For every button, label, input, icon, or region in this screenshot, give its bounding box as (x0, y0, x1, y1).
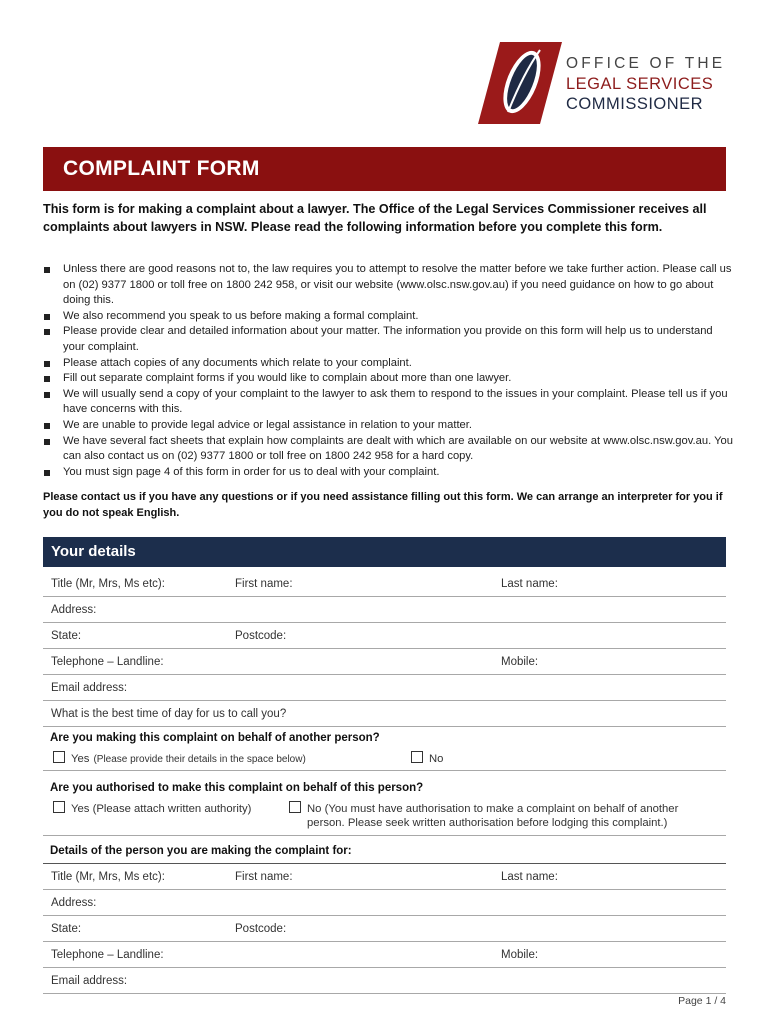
form-title: COMPLAINT FORM (63, 157, 260, 180)
authorised-yes-option[interactable]: Yes (Please attach written authority) (53, 801, 251, 815)
state-field-label: State: (51, 630, 82, 642)
email-row[interactable] (43, 968, 726, 994)
behalf-yes-option[interactable]: Yes (Please provide their details in the space below) (53, 751, 306, 765)
list-item: We will usually send a copy of your complaint to the lawyer to ask them to respond to the issues in your complaint. Please tell us if you have concerns with this. (43, 387, 733, 418)
title-field-label: Title (Mr, Mrs, Ms etc): (51, 578, 165, 590)
name-row[interactable] (43, 571, 726, 597)
name-row[interactable] (43, 864, 726, 890)
olsc-logo-mark-icon (478, 42, 562, 124)
mobile-field-label: Mobile: (501, 656, 539, 668)
phone-row[interactable] (43, 649, 726, 675)
list-item: You must sign page 4 of this form in order for us to deal with your complaint. (43, 465, 733, 481)
checkbox[interactable] (53, 751, 65, 763)
logo-line-3: COMMISSIONER (566, 95, 704, 113)
bullet-icon (44, 329, 50, 335)
logo-line-2: LEGAL SERVICES (566, 75, 714, 93)
phone-row[interactable] (43, 942, 726, 968)
authorised-question: Are you authorised to make this complaint on behalf of this person? (50, 782, 424, 794)
postcode-field-label: Postcode: (235, 923, 287, 935)
divider (43, 770, 726, 771)
mobile-field-label: Mobile: (501, 949, 539, 961)
bullet-icon (44, 470, 50, 476)
bullet-icon (44, 423, 50, 429)
other-person-fields (43, 864, 726, 994)
title-field-label: Title (Mr, Mrs, Ms etc): (51, 871, 165, 883)
email-field-label: Email address: (51, 975, 128, 987)
authorised-no-option[interactable]: No (You must have authorisation to make a complaint on behalf of another person. Please seek written authorisation before lodging this complaint.) (289, 801, 678, 830)
email-row[interactable] (43, 675, 726, 701)
checkbox[interactable] (289, 801, 301, 813)
first-name-field-label: First name: (235, 578, 293, 590)
logo-line-1: OFFICE OF THE (566, 55, 726, 72)
checkbox[interactable] (53, 801, 65, 813)
bullet-icon (44, 314, 50, 320)
best-time-field-label: What is the best time of day for us to call you? (51, 708, 287, 720)
postcode-field-label: Postcode: (235, 630, 287, 642)
behalf-no-option[interactable]: No (411, 751, 443, 765)
state-row[interactable] (43, 916, 726, 942)
address-row[interactable] (43, 890, 726, 916)
last-name-field-label: Last name: (501, 871, 558, 883)
bullet-icon (44, 267, 50, 273)
list-item: Please attach copies of any documents which relate to your complaint. (43, 356, 733, 372)
last-name-field-label: Last name: (501, 578, 558, 590)
bullet-icon (44, 376, 50, 382)
list-item: We also recommend you speak to us before making a formal complaint. (43, 309, 733, 325)
list-item: We have several fact sheets that explain how complaints are dealt with which are available on our website at www.olsc.nsw.gov.au. You can also contact us on (02) 9377 1800 or toll free on 1800 242 958 for a hard copy. (43, 434, 733, 465)
list-item: We are unable to provide legal advice or legal assistance in relation to your matter. (43, 418, 733, 434)
behalf-question: Are you making this complaint on behalf of another person? (50, 732, 380, 744)
other-person-heading: Details of the person you are making the complaint for: (50, 845, 352, 857)
address-field-label: Address: (51, 604, 97, 616)
address-field-label: Address: (51, 897, 97, 909)
best-time-row[interactable] (43, 701, 726, 727)
landline-field-label: Telephone – Landline: (51, 656, 164, 668)
your-details-fields (43, 571, 726, 727)
first-name-field-label: First name: (235, 871, 293, 883)
information-list (43, 262, 733, 480)
bullet-icon (44, 439, 50, 445)
olsc-logo (478, 42, 738, 124)
bullet-icon (44, 361, 50, 367)
list-item: Fill out separate complaint forms if you would like to complain about more than one lawyer. (43, 371, 733, 387)
email-field-label: Email address: (51, 682, 128, 694)
contact-note: Please contact us if you have any questions or if you need assistance filling out this form. We can arrange an interpreter for you if you do not speak English. (43, 491, 723, 519)
logo-text (566, 54, 725, 114)
state-field-label: State: (51, 923, 82, 935)
page-number: Page 1 / 4 (678, 995, 726, 1007)
state-row[interactable] (43, 623, 726, 649)
address-row[interactable] (43, 597, 726, 623)
your-details-header (43, 537, 726, 567)
list-item: Unless there are good reasons not to, the law requires you to attempt to resolve the matter before we take further action. Please call us on (02) 9377 1800 or toll free on 1800 242 958, or visit our website (www.olsc.nsw.gov.au) if you need guidance on how to go about doing this. (43, 262, 733, 309)
bullet-icon (44, 392, 50, 398)
list-item: Please provide clear and detailed information about your matter. The information you provide on this form will help us to understand your complaint. (43, 324, 733, 355)
form-title-bar (43, 147, 726, 191)
divider (43, 835, 726, 836)
section-heading: Your details (51, 543, 136, 560)
landline-field-label: Telephone – Landline: (51, 949, 164, 961)
intro-text: This form is for making a complaint about a lawyer. The Office of the Legal Services Commissioner receives all complaints about lawyers in NSW. Please read the following information before you complete this form. (43, 202, 707, 234)
checkbox[interactable] (411, 751, 423, 763)
